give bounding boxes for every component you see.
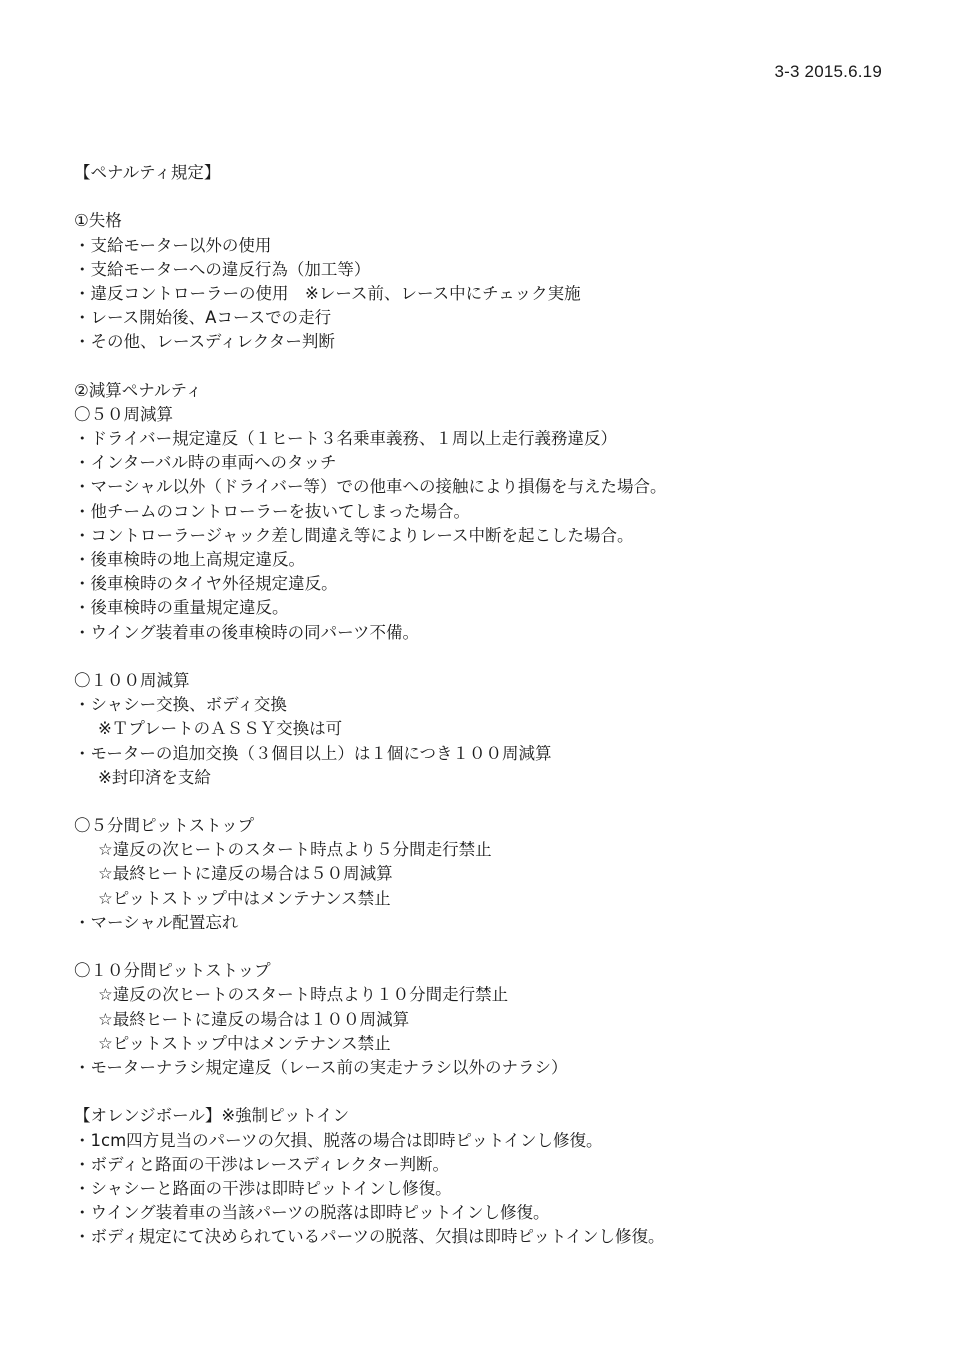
- list-item: ・その他、レースディレクター判断: [74, 332, 335, 352]
- spacer: [74, 935, 894, 959]
- list-item: ・ボディ規定にて決められているパーツの脱落、欠損は即時ピットインし修復。: [74, 1227, 665, 1247]
- list-item: ・コントローラージャック差し間違え等によりレース中断を起こした場合。: [74, 525, 634, 545]
- spacer: [74, 355, 894, 379]
- pit5-heading: 〇５分間ピットストップ: [74, 816, 255, 836]
- spacer: [74, 645, 894, 669]
- list-item: ・マーシャル以外（ドライバー等）での他車への接触により損傷を与えた場合。: [74, 477, 667, 497]
- spacer: [74, 185, 894, 209]
- list-note: ※ＴプレートのＡＳＳＹ交換は可: [98, 719, 343, 739]
- list-note: ☆違反の次ヒートのスタート時点より１０分間走行禁止: [98, 985, 509, 1005]
- list-item: ・1cm四方見当のパーツの欠損、脱落の場合は即時ピットインし修復。: [74, 1130, 603, 1150]
- list-note: ☆最終ヒートに違反の場合は１００周減算: [98, 1009, 410, 1029]
- list-note: ☆違反の次ヒートのスタート時点より５分間走行禁止: [98, 840, 492, 860]
- list-item: ・シャシーと路面の干渉は即時ピットインし修復。: [74, 1178, 452, 1198]
- list-item: ・支給モーター以外の使用: [74, 235, 272, 255]
- list-item: ・マーシャル配置忘れ: [74, 912, 239, 932]
- pit10-heading: 〇１０分間ピットストップ: [74, 961, 271, 981]
- list-item: ・モーターナラシ規定違反（レース前の実走ナラシ以外のナラシ）: [74, 1057, 568, 1077]
- document-reference: 3-3 2015.6.19: [774, 62, 882, 81]
- list-item: ・ボディと路面の干渉はレースディレクター判断。: [74, 1154, 450, 1174]
- list-item: ・シャシー交換、ボディ交換: [74, 695, 287, 715]
- list-note: ☆最終ヒートに違反の場合は５０周減算: [98, 864, 393, 884]
- disqualification-heading: ①失格: [74, 211, 122, 231]
- list-item: ・他チームのコントローラーを抜いてしまった場合。: [74, 501, 470, 521]
- list-item: ・モーターの追加交換（３個目以上）は１個につき１００周減算: [74, 743, 552, 763]
- lap100-heading: 〇１００周減算: [74, 670, 190, 690]
- list-item: ・支給モーターへの違反行為（加工等）: [74, 259, 371, 279]
- list-item: ・違反コントローラーの使用 ※レース前、レース中にチェック実施: [74, 283, 581, 303]
- list-note: ※封印済を支給: [98, 767, 211, 787]
- list-item: ・インターバル時の車両へのタッチ: [74, 453, 337, 473]
- list-note: ☆ピットストップ中はメンテナンス禁止: [98, 1033, 391, 1053]
- list-item: ・ウイング装着車の当該パーツの脱落は即時ピットインし修復。: [74, 1203, 550, 1223]
- list-item: ・後車検時のタイヤ外径規定違反。: [74, 574, 338, 594]
- page-title: 【ペナルティ規定】: [74, 163, 221, 182]
- list-item: ・ウイング装着車の後車検時の同パーツ不備。: [74, 622, 420, 642]
- list-item: ・後車検時の重量規定違反。: [74, 598, 289, 618]
- orange-ball-heading: 【オレンジボール】※強制ピットイン: [74, 1106, 350, 1126]
- deduction-heading: ②減算ペナルティ: [74, 380, 203, 400]
- list-item: ・レース開始後、Aコースでの走行: [74, 308, 332, 328]
- list-item: ・ドライバー規定違反（１ヒート３名乗車義務、１周以上走行義務違反）: [74, 429, 618, 449]
- document-body: [74, 161, 894, 1249]
- spacer: [74, 1080, 894, 1104]
- spacer: [74, 790, 894, 814]
- lap50-heading: 〇５０周減算: [74, 404, 173, 424]
- list-note: ☆ピットストップ中はメンテナンス禁止: [98, 888, 391, 908]
- list-item: ・後車検時の地上高規定違反。: [74, 550, 305, 569]
